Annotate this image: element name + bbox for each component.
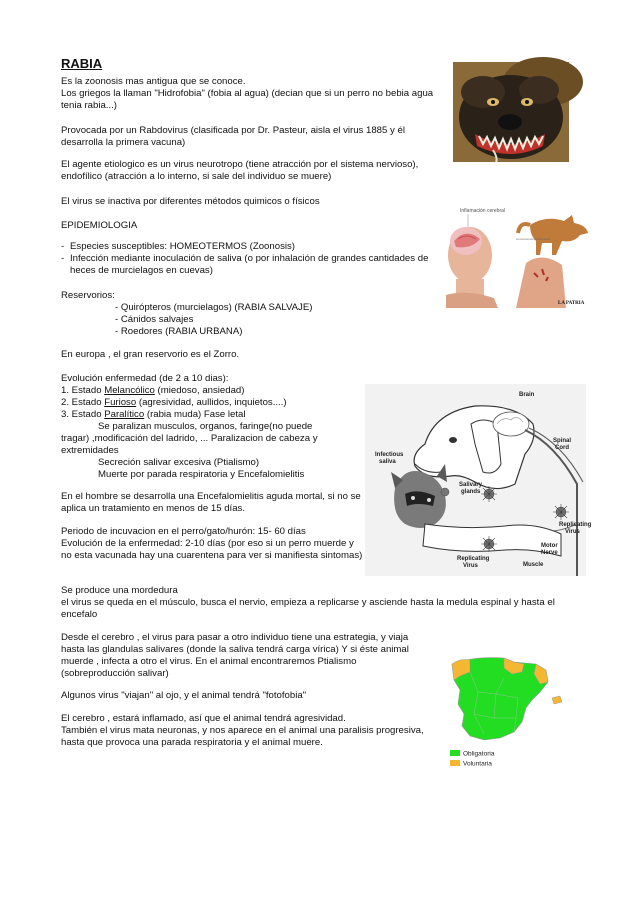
human-line-1: En el hombre se desarrolla una Encefalomielitis aguda mortal, si no se (61, 491, 361, 502)
label-replicating-bottom: Replicating (457, 556, 490, 562)
figure-source: LA PATRIA (558, 301, 585, 306)
reservoir-item: - Quirópteros (murcielagos) (RABIA SALVAJE) (115, 302, 313, 313)
label-infectious: Infectious (375, 452, 404, 458)
bite-line-3: encefalo (61, 609, 98, 620)
stage-3-detail: Secreción salivar excesiva (Ptialismo) (98, 457, 260, 468)
evolution-heading: Evolución enfermedad (de 2 a 10 dias): (61, 373, 229, 384)
legend-swatch-voluntaria (450, 760, 460, 766)
label-virus-bottom: Virus (463, 563, 478, 569)
legend-swatch-obligatoria (450, 750, 460, 756)
label-motor: Motor (541, 543, 558, 549)
stage-3-detail: Muerte por parada respiratoria y Encefalomielitis (98, 469, 305, 480)
stage-3-detail: extremidades (61, 445, 119, 456)
final-line-1: El cerebro , estará inflamado, así que el animal tendrá agresividad. (61, 713, 346, 724)
inflammation-label: Inflamación cerebral (460, 208, 506, 214)
intro-line-2: Los griegos la llaman "Hidrofobia" (fobia al agua) (decian que si un perro no bebia agua (61, 88, 434, 99)
agent-line-2: endofílico (atracción a lo interno, si sale del individuo se muere) (61, 171, 332, 182)
bullet-mark: - (61, 241, 65, 252)
cause-line-2: desarrolla la primera vacuna) (61, 137, 186, 148)
stage-3-detail: Se paralizan musculos, organos, faringe(no puede (98, 421, 313, 432)
bullet-mark: - (61, 253, 65, 264)
agent-line-1: El agente etiologico es un virus neurotropo (tiene atracción por el sistema nervioso), (61, 159, 419, 170)
final-line-2: También el virus mata neuronas, y nos aparece en el animal una paralisis progresiva, (61, 725, 424, 736)
intro-line-1: Es la zoonosis mas antigua que se conoce. (61, 76, 246, 87)
human-line-2: aplica un tratamiento en menos de 15 días. (61, 503, 245, 514)
epi-bullet-1: Especies susceptibles: HOMEOTERMOS (Zoonosis) (70, 241, 295, 252)
brain-line-3: muerde , infecta a otro el virus. En el animal encontraremos Ptialismo (61, 656, 357, 667)
label-replicating-right: Replicating (559, 522, 592, 528)
legend-label-obligatoria: Obligatoria (463, 750, 495, 758)
label-brain: Brain (519, 392, 535, 398)
label-nerve: Nerve (541, 550, 558, 556)
rabid-dog-photo (453, 62, 569, 162)
epi-bullet-2: Infección mediante inoculación de saliva (o por inhalación de grandes cantidades de (70, 253, 429, 264)
label-glands: glands (461, 489, 481, 495)
evolution-stage-1: 1. Estado Melancólico (miedoso, ansiedad) (61, 385, 245, 396)
cause-line-1: Provocada por un Rabdovirus (clasificada por Dr. Pasteur, aisla el virus 1885 y él (61, 125, 405, 136)
evolution-stage-3: 3. Estado Paralítico (rabia muda) Fase letal (61, 409, 246, 420)
label-cord: Cord (555, 445, 569, 451)
reservoir-item: - Cánidos salvajes (115, 314, 194, 325)
brain-line-2: hasta las glandulas salivares (donde la saliva tendrá carga vírica) Y si éste animal (61, 644, 409, 655)
brain-inflammation-illustration (446, 203, 590, 308)
page-title: RABIA (61, 56, 103, 71)
brain-line-1: Desde el cerebro , el virus para pasar a otro individuo tiene una estrategia, y viaja (61, 632, 409, 643)
final-line-3: hasta que provoca una parada respiratoria y el animal muere. (61, 737, 323, 748)
figure-caption: El virus se transmite a través de la saliva del animal infectado por una mordedura (516, 237, 551, 241)
reservoir-item: - Roedores (RABIA URBANA) (115, 326, 243, 337)
periods-line-2: Evolución de la enfermedad: 2-10 días (por eso si un perro muerde y (61, 538, 354, 549)
intro-line-3: tenia rabia...) (61, 100, 117, 111)
spain-vaccination-map (444, 648, 576, 772)
label-virus-right: Virus (565, 529, 580, 535)
eye-text: Algunos virus "viajan" al ojo, y el animal tendrá "fotofobia" (61, 690, 307, 701)
periods-line-3: no esta vacunada hay una cuarentena para ver si manifiesta sintomas) (61, 550, 363, 561)
rabies-pathway-diagram (365, 384, 592, 576)
inactivation-text: El virus se inactiva por diferentes métodos quimicos o físicos (61, 196, 320, 207)
evolution-stage-2: 2. Estado Furioso (agresividad, aullidos, inquietos....) (61, 397, 287, 408)
label-salivary: Salivary (459, 482, 483, 488)
periods-line-1: Periodo de incuvacion en el perro/gato/hurón: 15- 60 días (61, 526, 306, 537)
bite-line-2: el virus se queda en el músculo, busca el nervio, empieza a replicarse y asciende hasta la medula espinal y hasta el (61, 597, 555, 608)
europe-text: En europa , el gran reservorio es el Zorro. (61, 349, 240, 360)
brain-line-4: (sobreproducción salivar) (61, 668, 169, 679)
epi-bullet-2-cont: heces de murcielagos en cuevas) (70, 265, 213, 276)
reservoirs-heading: Reservorios: (61, 290, 115, 301)
legend-label-voluntaria: Voluntaria (463, 760, 492, 768)
label-muscle: Muscle (523, 562, 544, 568)
label-saliva: saliva (379, 459, 396, 465)
bite-line-1: Se produce una mordedura (61, 585, 178, 596)
stage-3-detail: tragar) ,modificación del ladrido, ... Paralizacion de cabeza y (61, 433, 318, 444)
label-spinal: Spinal (553, 438, 572, 444)
epidemiology-heading: EPIDEMIOLOGIA (61, 220, 138, 231)
